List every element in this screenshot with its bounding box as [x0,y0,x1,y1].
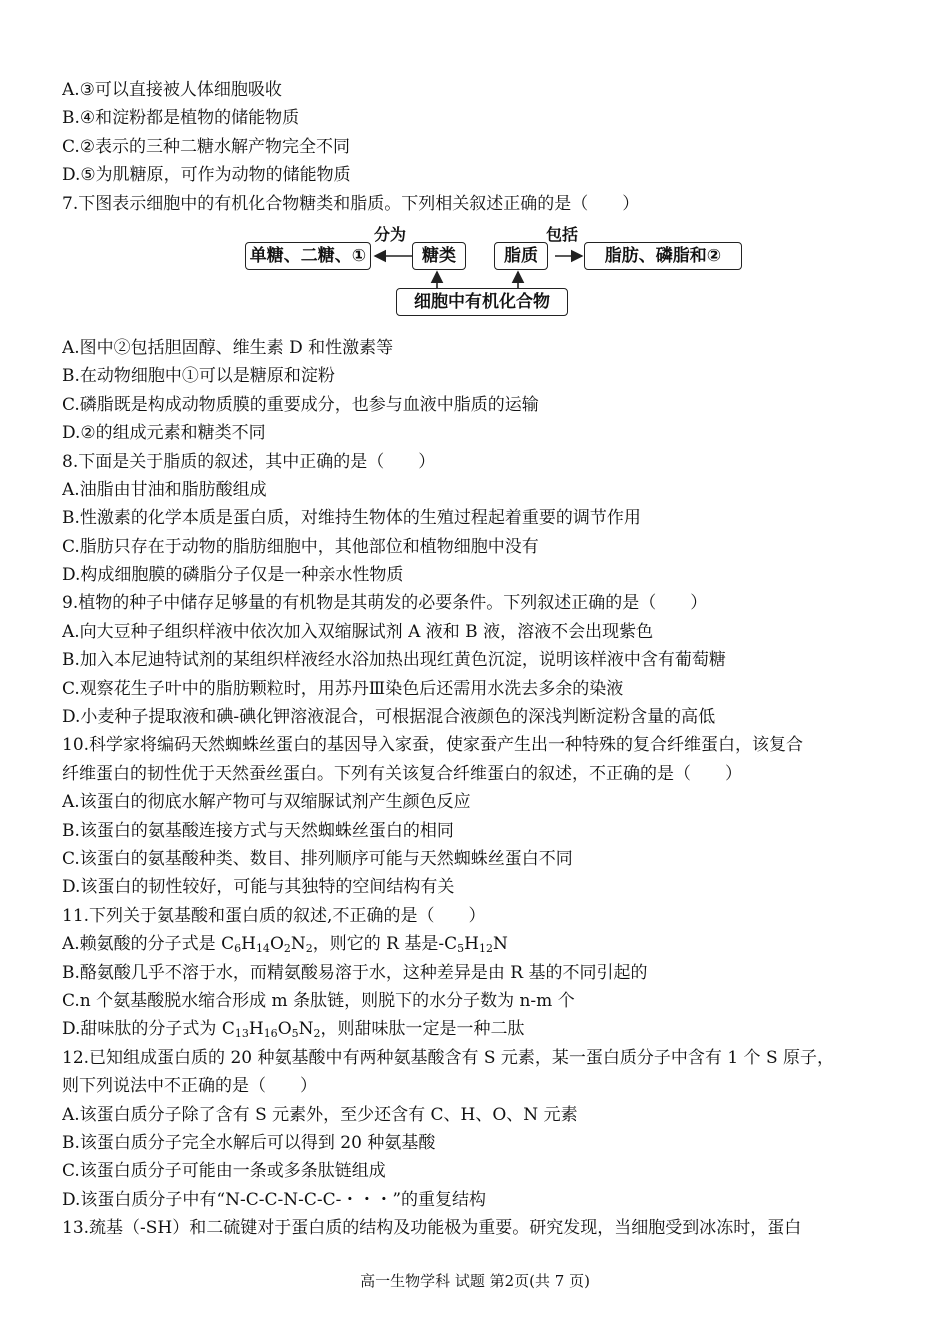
q12-line-0: 12.已知组成蛋白质的 20 种氨基酸中有两种氨基酸含有 S 元素，某一蛋白质分子中含有 1 个 S 原子， [62,1047,835,1068]
q12-line-3: B.该蛋白质分子完全水解后可以得到 20 种氨基酸 [62,1132,436,1153]
q11-stem: 11.下列关于氨基酸和蛋白质的叙述,不正确的是（ ） [62,905,486,926]
label-divide-into: 分为 [374,224,407,244]
q11-option-c: C.n 个氨基酸脱水缩合形成 m 条肽链，则脱下的水分子数为 n-m 个 [62,990,575,1011]
q8-line-4: D.构成细胞膜的磷脂分子仅是一种亲水性物质 [62,565,404,586]
q6-line-1: B.④和淀粉都是植物的储能物质 [62,108,300,129]
q7-option-line-0: A.图中②包括胆固醇、维生素 D 和性激素等 [62,337,394,358]
q8-line-0: 8.下面是关于脂质的叙述，其中正确的是（ ） [62,451,436,472]
q12-line-4: C.该蛋白质分子可能由一条或多条肽链组成 [62,1161,386,1182]
sugar-lipid-diagram [62,224,892,324]
q11-option-d: D.甜味肽的分子式为 $C_{13}H_{16}O_5N_2$，则甜味肽一定是一种二肽 [62,1019,525,1041]
q8-line-3: C.脂肪只存在于动物的脂肪细胞中，其他部位和植物细胞中没有 [62,536,539,557]
box-monosaccharide-disaccharide: 单糖、二糖、① [245,242,371,270]
q10-line-4: C.该蛋白的氨基酸种类、数目、排列顺序可能与天然蜘蛛丝蛋白不同 [62,848,573,869]
box-fat-phospholipid: 脂肪、磷脂和② [584,242,742,270]
q9-line-0: 9.植物的种子中储存足够量的有机物是其萌发的必要条件。下列叙述正确的是（ ） [62,593,708,614]
q11-block [62,902,892,1044]
q11-d-formula: $C_{13}H_{16}O_5N_2$ [221,1019,321,1041]
label-include: 包括 [546,224,579,244]
q7-option-line-2: C.磷脂既是构成动物质膜的重要成分，也参与血液中脂质的运输 [62,394,539,415]
q11-option-a [62,930,892,958]
q9-line-4: D.小麦种子提取液和碘-碘化钾溶液混合，可根据混合液颜色的深浅判断淀粉含量的高低 [62,707,716,728]
q12-line-2: A.该蛋白质分子除了含有 S 元素外，至少还含有 C、H、O、N 元素 [62,1104,578,1125]
q12-block [62,1044,892,1243]
box-sugars: 糖类 [412,242,466,270]
q10-line-1: 纤维蛋白的韧性优于天然蚕丝蛋白。下列有关该复合纤维蛋白的叙述，不正确的是（ ） [62,763,742,784]
q7-options-block [62,334,892,448]
q9-line-2: B.加入本尼迪特试剂的某组织样液经水浴加热出现红黄色沉淀，说明该样液中含有葡萄糖 [62,650,726,671]
q9-line-1: A.向大豆种子组织样液中依次加入双缩脲试剂 A 液和 B 液，溶液不会出现紫色 [62,621,654,642]
q6-line-2: C.②表示的三种二糖水解产物完全不同 [62,136,351,157]
q8-block [62,448,892,590]
q9-line-3: C.观察花生子叶中的脂肪颗粒时，用苏丹Ⅲ染色后还需用水洗去多余的染液 [62,678,624,699]
q6-line-4: 7.下图表示细胞中的有机化合物糖类和脂质。下列相关叙述正确的是（ ） [62,193,640,214]
q6-line-3: D.⑤为肌糖原，可作为动物的储能物质 [62,165,351,186]
q6-options-block [62,76,892,218]
q10-line-5: D.该蛋白的韧性较好，可能与其独特的空间结构有关 [62,877,455,898]
exam-page [62,76,892,1242]
box-organic-compounds: 细胞中有机化合物 [396,288,568,316]
q10-line-2: A.该蛋白的彻底水解产物可与双缩脲试剂产生颜色反应 [62,792,471,813]
q12-line-6: 13.巯基（-SH）和二硫键对于蛋白质的结构及功能极为重要。研究发现，当细胞受到冰冻时，蛋白 [62,1218,802,1239]
q8-line-1: A.油脂由甘油和脂肪酸组成 [62,479,267,500]
q12-line-5: D.该蛋白质分子中有“N-C-C-N-C-C-・・・”的重复结构 [62,1189,487,1210]
q11-a-formula: $C_6H_{14}O_2N_2$ [221,934,313,956]
q9-block [62,589,892,731]
page-footer: 高一生物学科 试题 第2页(共 7 页) [360,1272,590,1290]
q6-line-0: A.③可以直接被人体细胞吸收 [62,80,282,100]
q7-option-line-3: D.②的组成元素和糖类不同 [62,423,266,444]
q7-option-line-1: B.在动物细胞中①可以是糖原和淀粉 [62,366,335,387]
q10-line-3: B.该蛋白的氨基酸连接方式与天然蜘蛛丝蛋白的相同 [62,820,454,841]
q11-a-rgroup: $C_5H_{12}N$ [444,934,508,956]
q11-a-pre: A.赖氨酸的分子式是 [62,934,222,955]
q10-block [62,731,892,901]
q11-a-mid: ，则它的 R 基是- [312,934,445,955]
box-lipids: 脂质 [494,242,548,270]
q12-line-1: 则下列说法中不正确的是（ ） [62,1076,317,1097]
q11-option-b: B.酪氨酸几乎不溶于水，而精氨酸易溶于水，这种差异是由 R 基的不同引起的 [62,962,648,983]
q8-line-2: B.性激素的化学本质是蛋白质，对维持生物体的生殖过程起着重要的调节作用 [62,508,641,529]
q10-line-0: 10.科学家将编码天然蜘蛛丝蛋白的基因导入家蚕，使家蚕产生出一种特殊的复合纤维蛋白，该复合 [62,735,804,756]
